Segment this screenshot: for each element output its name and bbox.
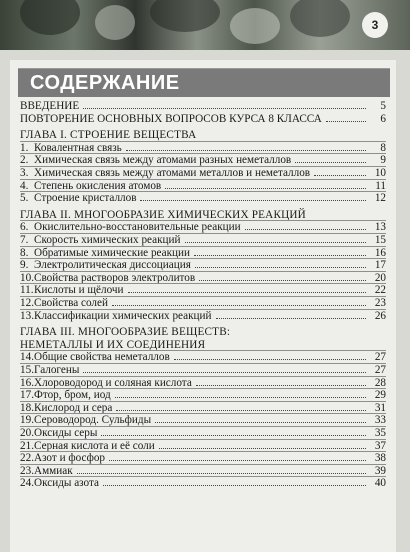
toc-entry-title: ВВЕДЕНИЕ — [20, 100, 80, 112]
toc-item-page: 26 — [374, 309, 386, 322]
toc-item-title: Аммиак — [34, 464, 73, 477]
toc-item-page: 22 — [374, 284, 386, 297]
toc-item-title: Сероводород. Сульфиды — [34, 414, 152, 427]
toc-entry-title: ПОВТОРЕНИЕ ОСНОВНЫХ ВОПРОСОВ КУРСА 8 КЛАССА — [20, 112, 322, 125]
toc-item-title: Степень окисления атомов — [34, 179, 162, 192]
toc-item-page: 11 — [375, 179, 386, 192]
dot-leader — [109, 460, 366, 461]
dot-leader — [112, 305, 366, 306]
toc-item-number: 2. — [20, 154, 29, 167]
toc-item-page: 27 — [374, 364, 386, 376]
header-photo-strip — [0, 0, 410, 50]
toc-item-title: Скорость химических реакций — [34, 234, 181, 246]
toc-item-13[interactable] — [20, 310, 386, 324]
toc-item-title: Азот и фосфор — [34, 452, 106, 465]
toc-item-number: 6. — [20, 221, 29, 234]
toc-item-5[interactable] — [20, 192, 386, 206]
toc-item-number: 23. — [20, 464, 34, 477]
dot-leader — [216, 318, 366, 319]
dot-leader — [126, 150, 366, 151]
chapter-3-title-line-2[interactable]: НЕМЕТАЛЛЫ И ИХ СОЕДИНЕНИЯ — [20, 338, 206, 351]
toc-item-page: 17 — [374, 259, 386, 272]
dot-leader — [199, 280, 366, 281]
dot-leader — [83, 372, 366, 373]
chapter-2-title[interactable]: ГЛАВА II. МНОГООБРАЗИЕ ХИМИЧЕСКИХ РЕАКЦИЙ — [20, 208, 306, 221]
toc-item-title: Электролитическая диссоциация — [34, 259, 191, 272]
toc-item-title: Химическая связь между атомами металлов и неметаллов — [34, 167, 311, 179]
toc-item-title: Классификации химических реакций — [34, 309, 212, 322]
toc-item-number: 7. — [20, 234, 29, 246]
toc-item-title: Кислоты и щёлочи — [34, 284, 124, 297]
dot-leader — [155, 422, 366, 423]
toc-item-page: 12 — [374, 192, 386, 205]
toc-item-number: 12. — [20, 297, 34, 309]
toc-item-number: 20. — [20, 427, 34, 439]
toc-item-title: Свойства растворов электролитов — [34, 271, 196, 284]
contents-panel — [10, 60, 396, 552]
toc-item-page: 33 — [374, 414, 386, 427]
toc-item-title: Химическая связь между атомами разных неметаллов — [34, 154, 292, 167]
toc-item-number: 5. — [20, 192, 29, 205]
toc-item-page: 37 — [374, 439, 386, 452]
dot-leader — [185, 242, 367, 243]
toc-item-page: 23 — [374, 297, 386, 309]
dot-leader — [77, 473, 366, 474]
toc-item-page: 9 — [380, 154, 386, 167]
dot-leader — [103, 485, 366, 486]
toc-item-title: Свойства солей — [34, 297, 108, 309]
toc-item-number: 24. — [20, 477, 34, 490]
toc-item-number: 14. — [20, 351, 34, 364]
toc-item-number: 10. — [20, 271, 34, 284]
dot-leader — [101, 435, 366, 436]
toc-item-title: Строение кристаллов — [34, 192, 137, 205]
toc-item-page: 39 — [374, 464, 386, 477]
toc-item-page: 8 — [380, 141, 386, 154]
dot-leader — [116, 410, 366, 411]
chapter-1-title[interactable]: ГЛАВА I. СТРОЕНИЕ ВЕЩЕСТВА — [20, 129, 197, 142]
toc-item-title: Серная кислота и её соли — [34, 439, 155, 452]
toc-item-number: 16. — [20, 376, 34, 389]
dot-leader — [314, 175, 366, 176]
toc-item-title: Обратимые химические реакции — [34, 246, 191, 259]
toc-item-title: Галогены — [34, 364, 80, 376]
toc-item-page: 31 — [374, 401, 386, 414]
toc-item-page: 16 — [374, 246, 386, 259]
contents-banner — [18, 68, 390, 97]
dot-leader — [195, 267, 366, 268]
toc-item-title: Хлороводород и соляная кислота — [34, 376, 192, 389]
toc-item-page: 35 — [374, 427, 386, 439]
toc-item-page: 15 — [374, 234, 386, 246]
toc-item-number: 21. — [20, 439, 34, 452]
toc-item-number: 11. — [20, 284, 34, 297]
toc-item-title: Окислительно-восстановительные реакции — [34, 221, 241, 234]
page-number-badge: 3 — [362, 12, 388, 38]
toc-item-page: 27 — [374, 351, 386, 364]
toc-item-page: 38 — [374, 452, 386, 465]
toc-item-number: 9. — [20, 259, 29, 272]
dot-leader — [83, 108, 366, 109]
dot-leader — [128, 292, 366, 293]
toc-item-number: 1. — [20, 141, 29, 154]
dot-leader — [165, 188, 366, 189]
toc-item-title: Ковалентная связь — [34, 141, 122, 154]
toc-item-title: Общие свойства неметаллов — [34, 351, 170, 364]
toc-item-title: Оксиды серы — [34, 427, 98, 439]
toc-item-page: 13 — [374, 221, 386, 234]
toc-item-number: 17. — [20, 389, 34, 402]
toc-item-title: Фтор, бром, иод — [34, 389, 111, 402]
toc-item-number: 8. — [20, 246, 29, 259]
dot-leader — [174, 359, 366, 360]
dot-leader — [159, 448, 366, 449]
toc-item-page: 28 — [374, 376, 386, 389]
toc-item-number: 15. — [20, 364, 34, 376]
dot-leader — [245, 229, 366, 230]
toc-item-page: 10 — [374, 167, 386, 179]
toc-item-number: 4. — [20, 179, 29, 192]
toc-entry-review[interactable] — [20, 113, 386, 127]
toc-item-number: 3. — [20, 167, 29, 179]
toc-item-24[interactable] — [20, 477, 386, 491]
dot-leader — [295, 162, 366, 163]
dot-leader — [115, 397, 366, 398]
toc-item-title: Кислород и сера — [34, 401, 113, 414]
chapter-3-title-line-1[interactable]: ГЛАВА III. МНОГООБРАЗИЕ ВЕЩЕСТВ: — [20, 326, 231, 339]
toc-item-page: 29 — [374, 389, 386, 402]
toc-item-number: 22. — [20, 452, 34, 465]
toc-entry-page: 6 — [380, 112, 386, 125]
toc-item-number: 18. — [20, 401, 34, 414]
dot-leader — [194, 255, 366, 256]
toc-item-title: Оксиды азота — [34, 477, 99, 490]
toc-item-number: 19. — [20, 414, 34, 427]
toc-item-number: 13. — [20, 309, 34, 322]
contents-heading: СОДЕРЖАНИЕ — [30, 72, 180, 94]
dot-leader — [140, 200, 366, 201]
toc-entry-page: 5 — [380, 100, 386, 112]
toc-item-page: 40 — [374, 477, 386, 490]
toc-item-page: 20 — [374, 271, 386, 284]
dot-leader — [196, 385, 366, 386]
dot-leader — [326, 121, 366, 122]
